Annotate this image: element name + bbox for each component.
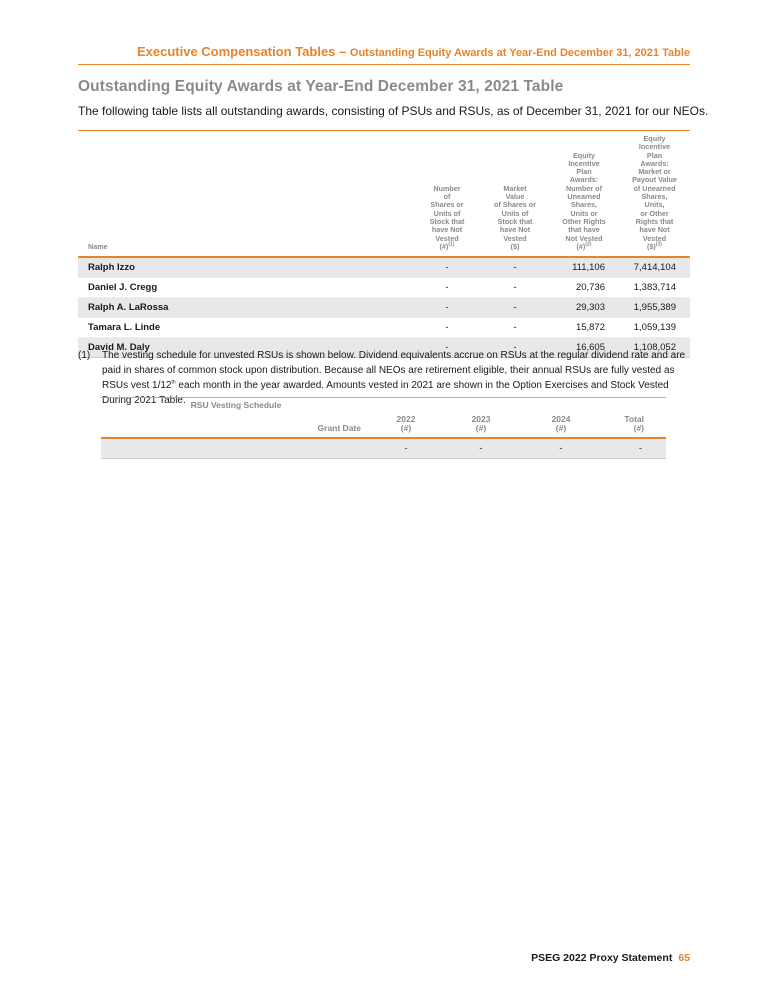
header-total: Total (#) (601, 413, 666, 438)
outstanding-awards-table (78, 130, 690, 358)
row-shares-not-vested: - (413, 298, 481, 318)
intro-paragraph: The following table lists all outstanding awards, consisting of PSUs and RSUs, as of December 31, 2021 for our NEOs. (78, 104, 709, 118)
row-unearned-shares: 15,872 (549, 318, 619, 338)
vesting-2022: - (371, 438, 441, 459)
row-unearned-shares: 111,106 (549, 257, 619, 278)
footer-publication: PSEG 2022 Proxy Statement (531, 952, 673, 964)
row-market-value: - (481, 298, 549, 318)
page-footer (531, 952, 690, 964)
vesting-caption-spacer (371, 398, 441, 413)
row-market-value: - (481, 278, 549, 298)
row-unearned-shares: 20,736 (549, 278, 619, 298)
footnote-text-part-2: each month in the year awarded. Amounts vested in 2021 are shown in the Option Exercises and Stock Vested During 2021 Table. (102, 380, 669, 406)
vesting-caption-row (101, 398, 666, 413)
header-section: Executive Compensation Tables (136, 44, 336, 59)
header-shares-not-vested (413, 131, 481, 258)
header-market-value-label: Market Value of Shares or Units of Stock that have Not Vested ($) (494, 183, 536, 251)
row-payout-value: 1,108,052 (619, 338, 690, 358)
vesting-header-row (101, 413, 666, 438)
row-shares-not-vested: - (413, 257, 481, 278)
header-name-label: Name (88, 241, 108, 251)
page-title: Outstanding Equity Awards at Year-End December 31, 2021 Table (78, 78, 564, 95)
row-shares-not-vested: - (413, 338, 481, 358)
row-shares-not-vested: - (413, 318, 481, 338)
header-payout-value (619, 131, 690, 258)
table-row (101, 438, 666, 459)
rsu-vesting-table (101, 397, 666, 459)
footnote-mark: (1) (78, 350, 91, 361)
row-payout-value: 1,059,139 (619, 318, 690, 338)
vesting-caption-spacer (521, 398, 601, 413)
header-2022: 2022 (#) (371, 413, 441, 438)
header-2023: 2023 (#) (441, 413, 521, 438)
vesting-caption: RSU Vesting Schedule (190, 400, 282, 410)
header-shares-not-vested-label: Number of Shares or Units of Stock that have Not Vested (#) (429, 183, 465, 251)
awards-header-row (78, 131, 690, 258)
row-market-value: - (481, 338, 549, 358)
row-market-value: - (481, 257, 549, 278)
footnote-ref-1: (1) (448, 241, 455, 248)
row-name: Tamara L. Linde (78, 318, 413, 338)
footnote-ref-2: (2) (585, 241, 592, 248)
page-number: 65 (678, 952, 690, 964)
vesting-grant-date (101, 438, 371, 459)
row-payout-value: 1,383,714 (619, 278, 690, 298)
header-grant-date: Grant Date (101, 413, 371, 438)
row-name: Ralph Izzo (78, 257, 413, 278)
footnote-ref-3: (3) (655, 241, 662, 248)
header-name (78, 131, 413, 258)
footnote-superscript: th (171, 379, 176, 386)
vesting-2024: - (521, 438, 601, 459)
header-unearned-shares (549, 131, 619, 258)
footnote-text-part-1: The vesting schedule for unvested RSUs is shown below. Dividend equivalents accrue on RSUs at the regular dividend rate and are paid in shares of common stock upon distribution. Because all NEOs are retirement eligible, their annual RSUs are fully vested as RSUs vest 1/12 (102, 350, 686, 391)
row-payout-value: 7,414,104 (619, 257, 690, 278)
row-unearned-shares: 16,605 (549, 338, 619, 358)
table-row (78, 318, 690, 338)
row-name: Daniel J. Cregg (78, 278, 413, 298)
table-row (78, 257, 690, 278)
row-payout-value: 1,955,389 (619, 298, 690, 318)
vesting-2023: - (441, 438, 521, 459)
running-header (78, 43, 690, 65)
vesting-caption-spacer (441, 398, 521, 413)
header-market-value (481, 131, 549, 258)
header-separator: – (335, 44, 350, 59)
table-row (78, 298, 690, 318)
row-market-value: - (481, 318, 549, 338)
row-shares-not-vested: - (413, 278, 481, 298)
header-2024: 2024 (#) (521, 413, 601, 438)
row-name: David M. Daly (78, 338, 413, 358)
row-name: Ralph A. LaRossa (78, 298, 413, 318)
table-row (78, 278, 690, 298)
row-unearned-shares: 29,303 (549, 298, 619, 318)
vesting-caption-spacer (601, 398, 666, 413)
vesting-total: - (601, 438, 666, 459)
header-payout-value-label: Equity Incentive Plan Awards: Market or Payout Value of Unearned Shares, Units, or Other Rights that have Not Vested ($) (632, 134, 677, 251)
header-subsection: Outstanding Equity Awards at Year-End December 31, 2021 Table (349, 47, 690, 59)
header-unearned-shares-label: Equity Incentive Plan Awards: Number of Unearned Shares, Units or Other Rights that have Not Vested (#) (562, 150, 606, 251)
